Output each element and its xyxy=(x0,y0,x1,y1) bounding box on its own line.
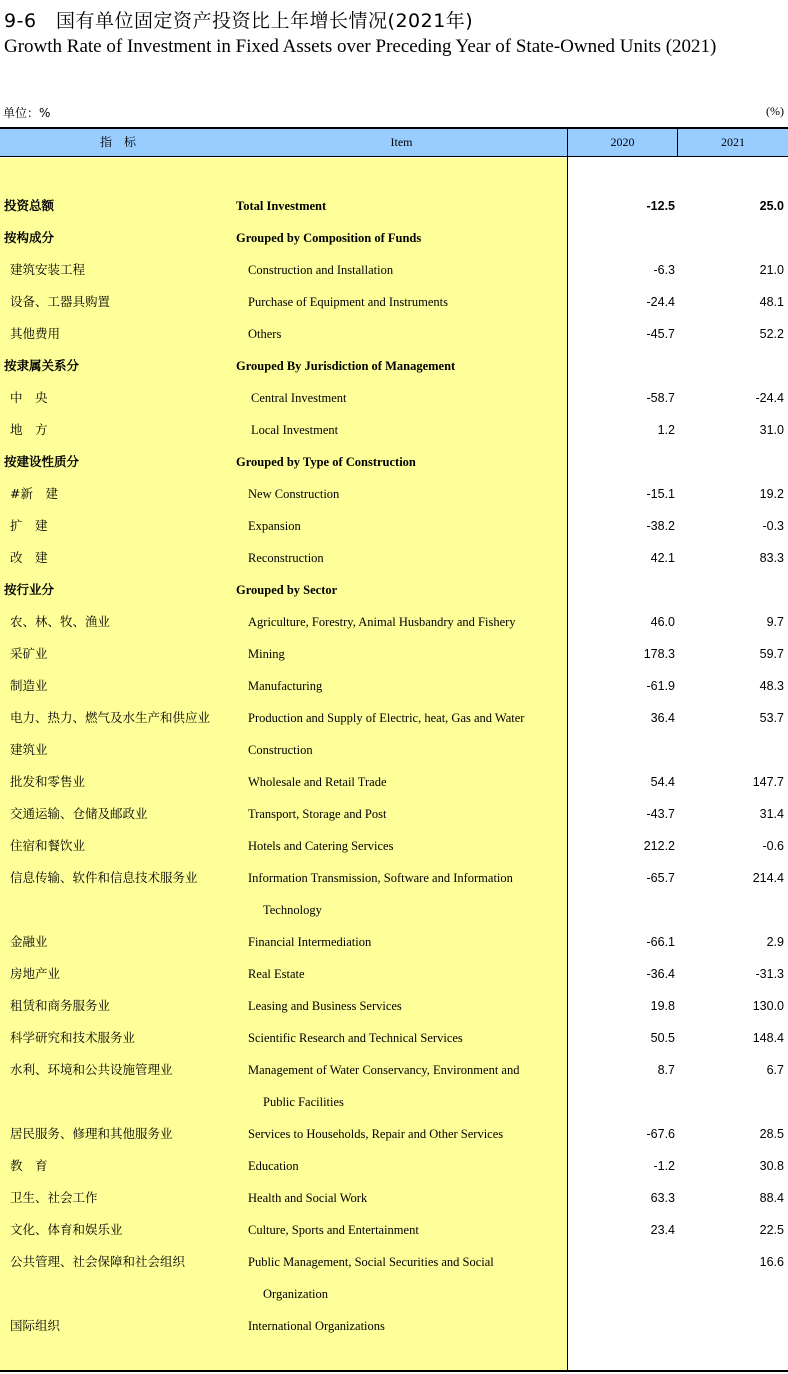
row-label-en: Grouped By Jurisdiction of Management xyxy=(236,359,456,373)
row-label-cn: 金融业 xyxy=(10,934,48,949)
row-value-2020: 42.1 xyxy=(650,551,675,565)
row-value-2020: -67.6 xyxy=(646,1127,675,1141)
row-label-cn: 租赁和商务服务业 xyxy=(10,998,111,1013)
row-label-cn: 按行业分 xyxy=(4,582,55,597)
row-label-en: New Construction xyxy=(248,487,340,501)
row-value-2021: 48.1 xyxy=(759,295,784,309)
row-value-2021: 48.3 xyxy=(759,679,784,693)
page-title-en: Growth Rate of Investment in Fixed Assets over Preceding Year of State-Owned Units (2021) xyxy=(4,36,717,57)
row-label-cn: 房地产业 xyxy=(10,966,61,981)
row-label-en: Information Transmission, Software and Information xyxy=(248,871,513,885)
row-label-cn: 交通运输、仓储及邮政业 xyxy=(10,806,148,821)
row-label-en: Management of Water Conservancy, Environment and xyxy=(248,1063,520,1077)
row-label-en: Technology xyxy=(263,903,322,917)
row-label-en: Leasing and Business Services xyxy=(248,999,402,1013)
row-label-cn: 公共管理、社会保障和社会组织 xyxy=(10,1254,186,1269)
row-label-cn: 科学研究和技术服务业 xyxy=(10,1030,136,1045)
row-label-en: Grouped by Sector xyxy=(236,583,338,597)
table-row xyxy=(0,670,788,702)
row-value-2021: 28.5 xyxy=(759,1127,784,1141)
row-value-2021: 9.7 xyxy=(766,615,784,629)
row-value-2021: 21.0 xyxy=(759,263,784,277)
row-value-2020: -66.1 xyxy=(646,935,675,949)
table-row xyxy=(0,382,788,414)
table-row xyxy=(0,574,788,606)
header-year-2020: 2020 xyxy=(610,135,635,149)
page-title-cn: 9-6 国有单位固定资产投资比上年增长情况(2021年) xyxy=(4,10,474,32)
row-label-en: Hotels and Catering Services xyxy=(248,839,394,853)
row-value-2020: 23.4 xyxy=(650,1223,675,1237)
row-label-en: Culture, Sports and Entertainment xyxy=(248,1223,419,1237)
row-value-2020: -65.7 xyxy=(646,871,675,885)
row-label-cn: 制造业 xyxy=(10,678,48,693)
table-row xyxy=(0,1246,788,1278)
row-value-2021: -31.3 xyxy=(755,967,784,981)
row-value-2020: 178.3 xyxy=(643,647,675,661)
row-value-2020: 46.0 xyxy=(650,615,675,629)
row-value-2020: 8.7 xyxy=(657,1063,675,1077)
table-row xyxy=(0,894,788,926)
row-label-cn: 设备、工器具购置 xyxy=(10,294,111,309)
row-value-2021: 147.7 xyxy=(752,775,784,789)
row-label-en: Manufacturing xyxy=(248,679,323,693)
row-label-cn: 地 方 xyxy=(10,422,48,437)
row-value-2021: 22.5 xyxy=(759,1223,784,1237)
row-label-cn: 教 育 xyxy=(10,1158,48,1173)
row-label-en: Construction xyxy=(248,743,313,757)
table-row xyxy=(0,1086,788,1118)
row-value-2020: -43.7 xyxy=(646,807,675,821)
row-value-2020: 54.4 xyxy=(650,775,675,789)
row-label-en: Health and Social Work xyxy=(248,1191,368,1205)
row-label-cn: 电力、热力、燃气及水生产和供应业 xyxy=(10,710,211,725)
row-label-en: Education xyxy=(248,1159,299,1173)
row-label-cn: 按构成分 xyxy=(4,230,55,245)
row-label-cn: 按建设性质分 xyxy=(4,454,80,469)
row-value-2021: 83.3 xyxy=(759,551,784,565)
row-label-cn: 国际组织 xyxy=(10,1318,61,1333)
row-value-2021: 88.4 xyxy=(759,1191,784,1205)
row-label-cn: 按隶属关系分 xyxy=(4,358,80,373)
table-row xyxy=(0,766,788,798)
table-row xyxy=(0,990,788,1022)
row-label-en: Construction and Installation xyxy=(248,263,394,277)
table-row xyxy=(0,254,788,286)
table-row xyxy=(0,862,788,894)
header-year-2021: 2021 xyxy=(721,135,745,149)
table-row xyxy=(0,350,788,382)
row-label-en: Expansion xyxy=(248,519,301,533)
row-label-en: Financial Intermediation xyxy=(248,935,372,949)
row-value-2020: -6.3 xyxy=(653,263,675,277)
table-row xyxy=(0,638,788,670)
row-value-2021: 59.7 xyxy=(759,647,784,661)
table-row xyxy=(0,830,788,862)
row-value-2021: 19.2 xyxy=(759,487,784,501)
table-row xyxy=(0,318,788,350)
row-label-en: Organization xyxy=(263,1287,329,1301)
row-label-cn: 投资总额 xyxy=(4,198,55,213)
table-row xyxy=(0,734,788,766)
row-label-en: Mining xyxy=(248,647,285,661)
row-label-cn: 其他费用 xyxy=(10,326,61,341)
row-value-2021: -0.3 xyxy=(762,519,784,533)
row-label-en: Scientific Research and Technical Services xyxy=(248,1031,463,1045)
header-indicator: 指 标 xyxy=(99,135,136,149)
row-value-2020: 50.5 xyxy=(650,1031,675,1045)
row-label-en: Reconstruction xyxy=(248,551,324,565)
row-label-cn: 改 建 xyxy=(10,550,48,565)
table-row xyxy=(0,286,788,318)
table-row xyxy=(0,1310,788,1342)
row-value-2021: 30.8 xyxy=(759,1159,784,1173)
table-row xyxy=(0,1214,788,1246)
row-label-en: Public Facilities xyxy=(263,1095,344,1109)
table-row xyxy=(0,1054,788,1086)
header-item: Item xyxy=(390,135,413,149)
row-label-en: Public Management, Social Securities and Social xyxy=(248,1255,494,1269)
row-label-cn: 建筑安装工程 xyxy=(10,262,86,277)
row-label-cn: #新 建 xyxy=(10,486,58,501)
header-divider xyxy=(677,127,678,157)
row-label-en: Local Investment xyxy=(251,423,339,437)
row-label-cn: 住宿和餐饮业 xyxy=(10,838,86,853)
row-label-en: Real Estate xyxy=(248,967,305,981)
row-value-2020: 212.2 xyxy=(643,839,675,853)
row-label-en: Purchase of Equipment and Instruments xyxy=(248,295,448,309)
table-row xyxy=(0,222,788,254)
row-label-cn: 文化、体育和娱乐业 xyxy=(10,1222,123,1237)
row-value-2020: 1.2 xyxy=(657,423,675,437)
row-value-2021: 16.6 xyxy=(759,1255,784,1269)
row-value-2020: -36.4 xyxy=(646,967,675,981)
row-value-2021: 130.0 xyxy=(752,999,784,1013)
row-value-2020: 19.8 xyxy=(650,999,675,1013)
row-value-2021: 52.2 xyxy=(759,327,784,341)
table-row xyxy=(0,1150,788,1182)
table-row xyxy=(0,1118,788,1150)
row-value-2021: 53.7 xyxy=(759,711,784,725)
row-label-cn: 居民服务、修理和其他服务业 xyxy=(10,1126,173,1141)
table-row xyxy=(0,926,788,958)
row-label-en: Others xyxy=(248,327,282,341)
table-header xyxy=(0,127,788,157)
row-label-cn: 建筑业 xyxy=(10,742,48,757)
table-row xyxy=(0,1022,788,1054)
row-label-en: Services to Households, Repair and Other Services xyxy=(248,1127,504,1141)
table-row xyxy=(0,606,788,638)
row-label-en: Grouped by Composition of Funds xyxy=(236,231,422,245)
row-value-2021: 31.0 xyxy=(759,423,784,437)
row-value-2020: -58.7 xyxy=(646,391,675,405)
row-value-2021: 31.4 xyxy=(759,807,784,821)
table-row xyxy=(0,478,788,510)
row-value-2020: 36.4 xyxy=(650,711,675,725)
row-label-cn: 批发和零售业 xyxy=(10,774,86,789)
table-row xyxy=(0,1182,788,1214)
table-row xyxy=(0,542,788,574)
row-value-2021: -0.6 xyxy=(762,839,784,853)
row-label-cn: 农、林、牧、渔业 xyxy=(10,614,111,629)
row-label-cn: 水利、环境和公共设施管理业 xyxy=(10,1062,173,1077)
row-value-2021: 148.4 xyxy=(752,1031,784,1045)
table-row xyxy=(0,414,788,446)
row-label-en: Central Investment xyxy=(251,391,347,405)
row-label-en: Production and Supply of Electric, heat, Gas and Water xyxy=(248,711,525,725)
table-row xyxy=(0,958,788,990)
table-row xyxy=(0,446,788,478)
row-value-2021: 214.4 xyxy=(752,871,784,885)
row-value-2021: 2.9 xyxy=(766,935,784,949)
row-value-2021: 6.7 xyxy=(766,1063,784,1077)
row-value-2020: -61.9 xyxy=(646,679,675,693)
row-label-cn: 中 央 xyxy=(10,390,48,405)
row-value-2020: -12.5 xyxy=(646,199,675,213)
table-bottom-rule xyxy=(0,1370,788,1372)
row-label-cn: 扩 建 xyxy=(10,518,48,533)
row-label-en: International Organizations xyxy=(248,1319,385,1333)
row-value-2020: -24.4 xyxy=(646,295,675,309)
unit-label: 单位：% xyxy=(3,106,51,120)
row-value-2021: -24.4 xyxy=(755,391,784,405)
unit-label-en: (%) xyxy=(766,104,784,118)
row-label-cn: 信息传输、软件和信息技术服务业 xyxy=(10,870,198,885)
table-row xyxy=(0,510,788,542)
row-label-en: Grouped by Type of Construction xyxy=(236,455,416,469)
row-value-2020: -45.7 xyxy=(646,327,675,341)
row-value-2020: 63.3 xyxy=(650,1191,675,1205)
table-row xyxy=(0,190,788,222)
table-row xyxy=(0,1278,788,1310)
table-row xyxy=(0,798,788,830)
row-label-en: Total Investment xyxy=(236,199,327,213)
row-value-2020: -38.2 xyxy=(646,519,675,533)
row-label-en: Agriculture, Forestry, Animal Husbandry and Fishery xyxy=(248,615,516,629)
row-label-cn: 卫生、社会工作 xyxy=(10,1190,98,1205)
row-value-2021: 25.0 xyxy=(759,199,784,213)
table-row xyxy=(0,702,788,734)
row-label-cn: 采矿业 xyxy=(10,646,48,661)
row-label-en: Wholesale and Retail Trade xyxy=(248,775,387,789)
row-value-2020: -15.1 xyxy=(646,487,675,501)
row-value-2020: -1.2 xyxy=(653,1159,675,1173)
row-label-en: Transport, Storage and Post xyxy=(248,807,387,821)
